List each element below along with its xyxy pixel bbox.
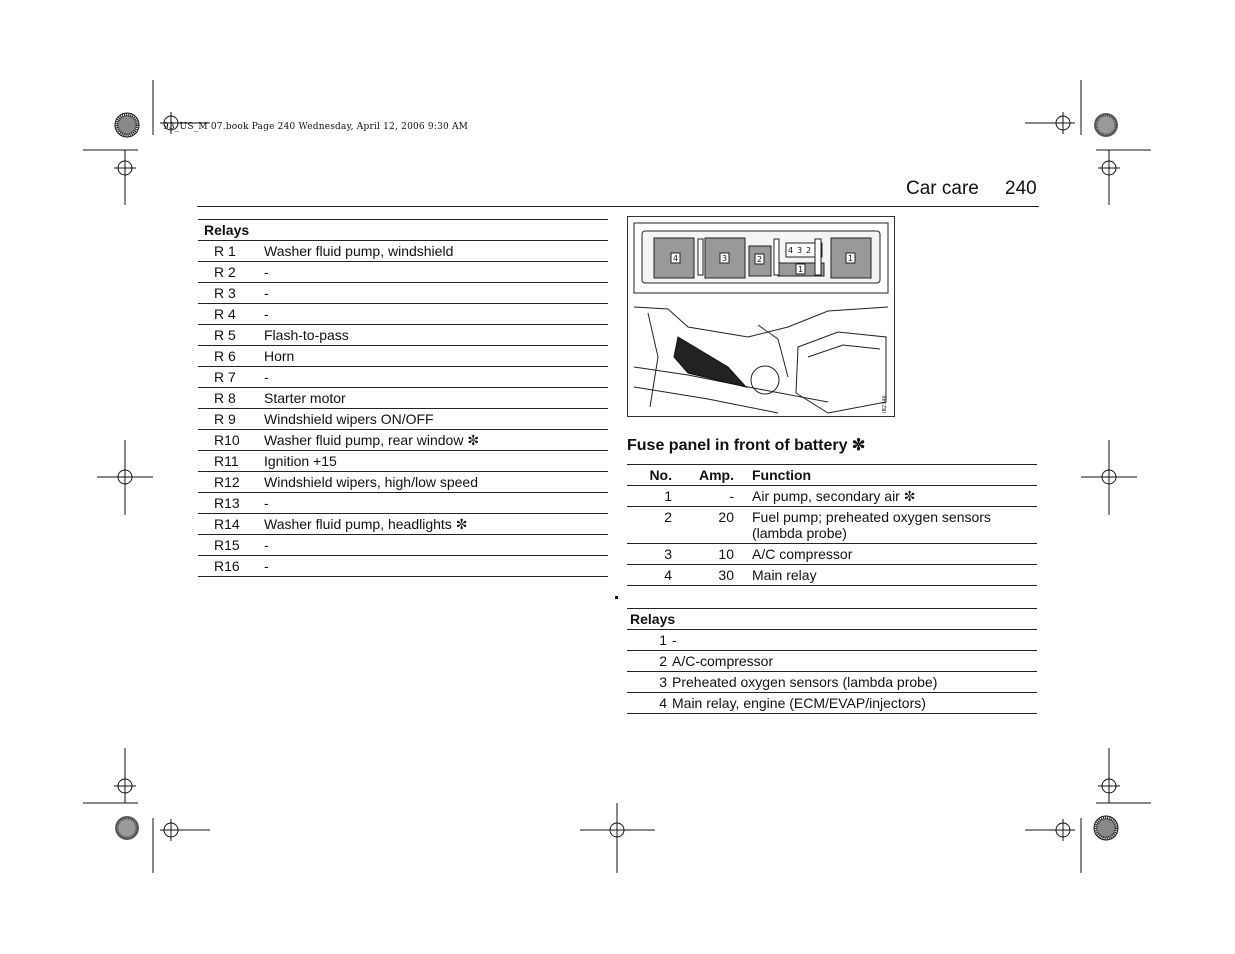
fuse-panel-figure [627,216,895,417]
fuse-row [627,544,1037,565]
relay-row [198,535,608,556]
relay-row [198,367,608,388]
relay-row [198,262,608,283]
relay-function: - [264,369,269,385]
relay-function: Preheated oxygen sensors (lambda probe) [672,674,938,690]
print-info: 93_US_M 07.book Page 240 Wednesday, April 12, 2006 9:30 AM [163,122,469,132]
col-no-header: No. [649,467,672,483]
fig-small-4: 4 [788,246,794,255]
relay-row [627,651,1037,672]
relay-row [198,346,608,367]
relay-function: Windshield wipers, high/low speed [264,474,478,490]
relay-function: Horn [264,348,295,364]
relay-function: - [264,285,269,301]
relays-heading: Relays [204,222,250,238]
relay-row [627,693,1037,714]
relay-row [198,556,608,577]
fig-label-4: 4 [673,254,679,263]
fuse-function: A/C compressor [752,546,853,562]
relay-number: R 8 [214,390,236,406]
relay-row [198,388,608,409]
fuse-number: 4 [664,567,672,583]
relay-function: A/C-compressor [672,653,774,669]
relay-number: R12 [214,474,240,490]
relay-number: R 9 [214,411,236,427]
relay-number: 4 [659,695,667,711]
relay-function: - [672,632,677,648]
fig-label-1: 1 [798,265,804,274]
end-marker [615,596,618,599]
relays-table-left [198,219,608,577]
relays-heading: Relays [630,611,676,627]
fuse-number: 1 [664,488,672,504]
fuse-panel-illustration [628,217,894,416]
relay-number: R 2 [214,264,236,280]
relay-row [198,283,608,304]
relay-number: R 6 [214,348,236,364]
relay-function: Windshield wipers ON/OFF [264,411,434,427]
relay-row [198,430,608,451]
section-title: Car care [906,178,979,199]
fig-small-2: 2 [806,246,812,255]
relay-row [198,241,608,262]
fig-label-3: 3 [722,254,728,263]
figure-code: IB2346 [882,395,888,413]
relay-number: 1 [659,632,667,648]
fuse-number: 2 [664,509,672,525]
relay-function: Washer fluid pump, windshield [264,243,454,259]
fuse-number: 3 [664,546,672,562]
relay-number: R14 [214,516,240,532]
relay-row [198,493,608,514]
relay-number: R16 [214,558,240,574]
relay-number: R10 [214,432,240,448]
relay-number: R 3 [214,285,236,301]
relay-number: 2 [659,653,667,669]
relay-function: Flash-to-pass [264,327,349,343]
fuse-function: Fuel pump; preheated oxygen sensors (lambda probe) [752,509,991,541]
relay-row [198,409,608,430]
relay-row [198,325,608,346]
relay-row [198,472,608,493]
relay-row [627,672,1037,693]
fuse-function: Main relay [752,567,817,583]
relay-function: - [264,264,269,280]
page-number: 240 [1005,178,1037,199]
relay-number: R 7 [214,369,236,385]
relay-function: Main relay, engine (ECM/EVAP/injectors) [672,695,926,711]
header-rule [197,206,1039,207]
fuse-table [627,464,1037,586]
relay-number: R 4 [214,306,236,322]
col-amp-header: Amp. [699,467,734,483]
relay-row [198,514,608,535]
relay-number: R 5 [214,327,236,343]
fuse-row [627,565,1037,586]
col-function-header: Function [752,467,812,483]
relay-function: Washer fluid pump, headlights ✼ [264,516,468,532]
relay-function: - [264,558,269,574]
relay-function: - [264,306,269,322]
fuse-amperage: 20 [718,509,734,525]
relay-function: - [264,495,269,511]
relay-row [627,630,1037,651]
fuse-row [627,486,1037,507]
fig-label-2: 2 [757,255,763,264]
relay-number: 3 [659,674,667,690]
relay-function: Ignition +15 [264,453,337,469]
fig-small-3: 3 [797,246,803,255]
relay-function: Starter motor [264,390,346,406]
relay-number: R15 [214,537,240,553]
relay-row [198,304,608,325]
relay-function: Washer fluid pump, rear window ✼ [264,432,480,448]
relay-number: R13 [214,495,240,511]
relays-table-right [627,608,1037,714]
relay-number: R11 [214,453,239,469]
relay-function: - [264,537,269,553]
relay-number: R 1 [214,243,236,259]
relay-row [198,451,608,472]
fuse-row [627,507,1037,544]
fuse-function: Air pump, secondary air ✼ [752,488,916,504]
fig-label-1b: 1 [848,254,854,263]
fuse-amperage: 30 [718,567,734,583]
fuse-panel-title: Fuse panel in front of battery ✼ [627,437,866,454]
fuse-amperage: - [729,488,734,504]
fuse-amperage: 10 [718,546,734,562]
